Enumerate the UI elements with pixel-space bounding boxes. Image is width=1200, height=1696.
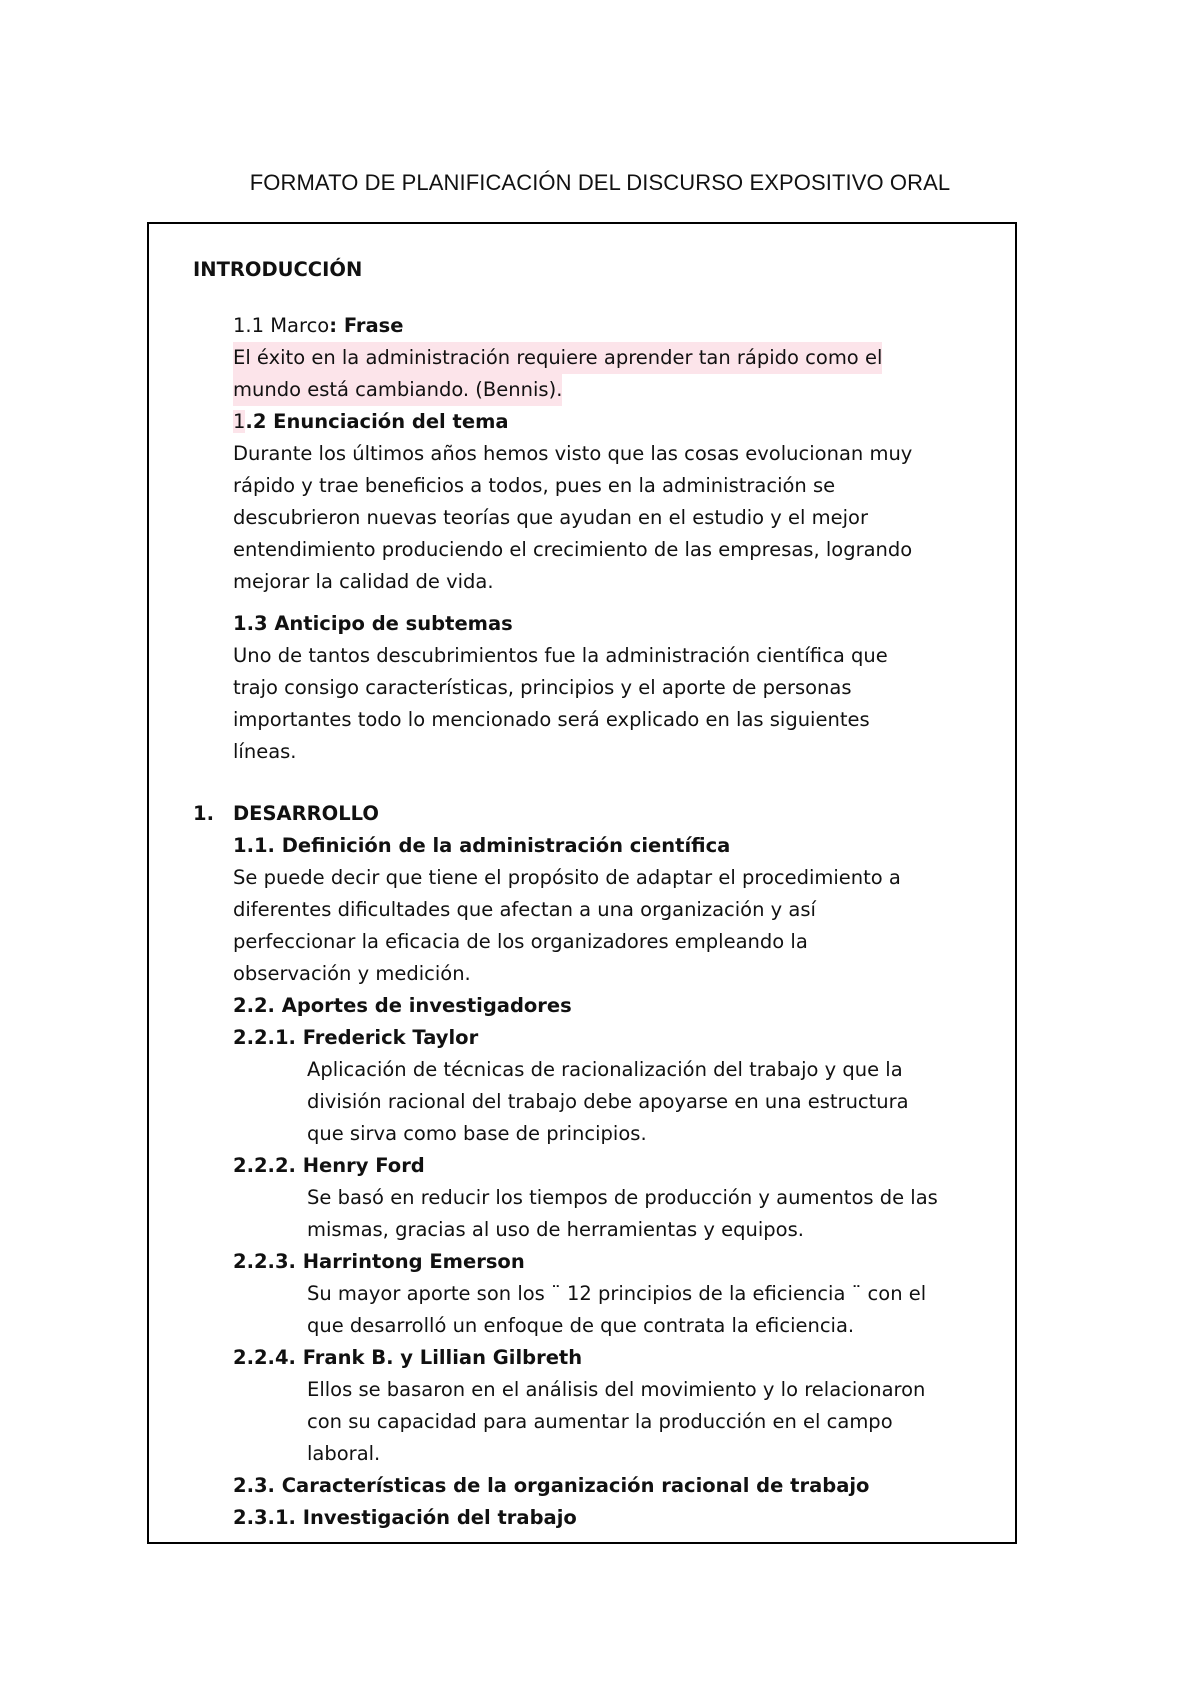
introduccion-heading: INTRODUCCIÓN [193,258,363,281]
enunciacion-heading [233,406,509,438]
enunciacion-line: descubrieron nuevas teorías que ayudan en el estudio y el mejor [233,506,869,529]
taylor-line: Aplicación de técnicas de racionalización del trabajo y que la [307,1058,903,1081]
ford-heading: 2.2.2. Henry Ford [233,1154,425,1177]
gilbreth-line: laboral. [307,1442,381,1465]
ford-line: Se basó en reducir los tiempos de producción y aumentos de las [307,1186,938,1209]
anticipo-heading: 1.3 Anticipo de subtemas [233,612,513,635]
emerson-line: Su mayor aporte son los ¨ 12 principios de la eficiencia ¨ con el [307,1282,927,1305]
gilbreth-line: con su capacidad para aumentar la producción en el campo [307,1410,893,1433]
anticipo-line: Uno de tantos descubrimientos fue la administración científica que [233,644,888,667]
enunciacion-title: .2 Enunciación del tema [245,410,509,433]
definicion-line: observación y medición. [233,962,471,985]
enunciacion-number: 1 [233,410,246,433]
page-title: FORMATO DE PLANIFICACIÓN DEL DISCURSO EXPOSITIVO ORAL [249,170,951,195]
definicion-line: diferentes dificultades que afectan a una organización y así [233,898,816,921]
definicion-line: perfeccionar la eficacia de los organizadores empleando la [233,930,808,953]
marco-heading [233,310,404,342]
definicion-heading: 1.1. Definición de la administración científica [233,834,731,857]
definicion-line: Se puede decir que tiene el propósito de adaptar el procedimiento a [233,866,901,889]
investigacion-heading: 2.3.1. Investigación del trabajo [233,1506,577,1529]
desarrollo-number: 1. [193,802,214,825]
enunciacion-line: entendimiento produciendo el crecimiento de las empresas, logrando [233,538,913,561]
anticipo-line: trajo consigo características, principios y el aporte de personas [233,676,852,699]
enunciacion-line: rápido y trae beneficios a todos, pues en la administración se [233,474,836,497]
taylor-line: división racional del trabajo debe apoyarse en una estructura [307,1090,909,1113]
anticipo-line: importantes todo lo mencionado será explicado en las siguientes [233,708,870,731]
enunciacion-line: Durante los últimos años hemos visto que las cosas evolucionan muy [233,442,913,465]
planning-form-box [147,222,1017,1544]
enunciacion-line: mejorar la calidad de vida. [233,570,494,593]
marco-quote-line: El éxito en la administración requiere aprender tan rápido como el [233,342,882,374]
emerson-heading: 2.2.3. Harrintong Emerson [233,1250,525,1273]
ford-line: mismas, gracias al uso de herramientas y equipos. [307,1218,804,1241]
gilbreth-heading: 2.2.4. Frank B. y Lillian Gilbreth [233,1346,583,1369]
anticipo-line: líneas. [233,740,297,763]
taylor-line: que sirva como base de principios. [307,1122,647,1145]
gilbreth-line: Ellos se basaron en el análisis del movimiento y lo relacionaron [307,1378,926,1401]
marco-quote-line: mundo está cambiando. (Bennis). [233,374,562,406]
emerson-line: que desarrolló un enfoque de que contrata la eficiencia. [307,1314,855,1337]
aportes-heading: 2.2. Aportes de investigadores [233,994,572,1017]
caracteristicas-heading: 2.3. Características de la organización racional de trabajo [233,1474,870,1497]
taylor-heading: 2.2.1. Frederick Taylor [233,1026,479,1049]
desarrollo-heading: DESARROLLO [233,802,379,825]
marco-type: : Frase [329,314,404,337]
marco-label: 1.1 Marco [233,314,330,337]
